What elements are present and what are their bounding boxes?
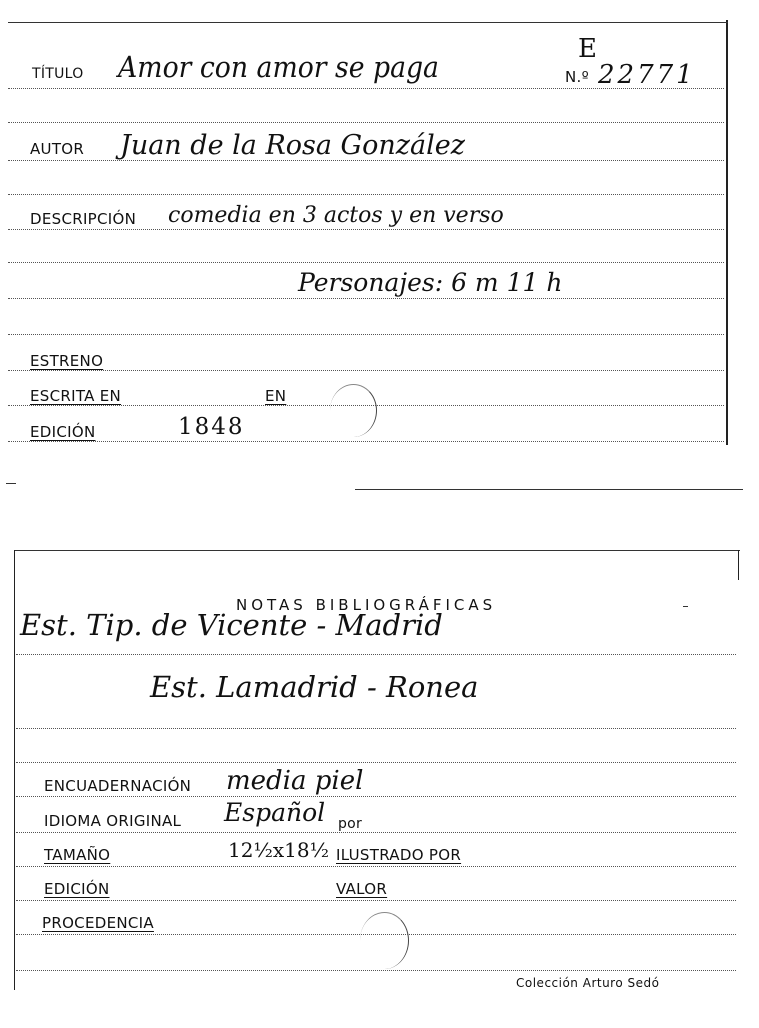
collection-footer: Colección Arturo Sedó	[516, 976, 660, 990]
note-line-2: Est. Lamadrid - Ronea	[150, 670, 479, 704]
catalog-card-bottom	[0, 540, 759, 1028]
autor-value: Juan de la Rosa González	[120, 130, 465, 161]
catalog-card-top	[0, 0, 759, 500]
autor-label: AUTOR	[30, 140, 85, 158]
number-value: 22771	[598, 60, 696, 90]
edicion-label-2: EDICIÓN	[44, 880, 110, 898]
en-label: EN	[265, 387, 287, 405]
descripcion-label: DESCRIPCIÓN	[30, 210, 137, 228]
perforation-circle-bottom	[360, 912, 409, 969]
valor-label: VALOR	[336, 880, 388, 898]
tamano-label: TAMAÑO	[44, 846, 111, 864]
encuadernacion-value: media piel	[226, 766, 364, 796]
idioma-label: IDIOMA ORIGINAL	[44, 812, 182, 830]
descripcion-value: comedia en 3 actos y en verso	[168, 203, 504, 228]
edicion-label: EDICIÓN	[30, 423, 96, 441]
card-top-border-2	[14, 550, 740, 551]
encuadernacion-label: ENCUADERNACIÓN	[44, 777, 192, 795]
number-label: N.º	[565, 68, 589, 86]
estreno-label: ESTRENO	[30, 352, 104, 370]
perforation-circle-top	[330, 384, 377, 437]
tamano-value: 12½x18½	[228, 838, 329, 862]
notas-heading: NOTAS BIBLIOGRÁFICAS	[236, 596, 497, 614]
personajes-value: Personajes: 6 m 11 h	[298, 268, 563, 297]
idioma-value: Español	[224, 798, 326, 827]
por-label: por	[338, 816, 363, 832]
card-top-border	[8, 22, 728, 23]
edicion-value: 1848	[178, 414, 245, 440]
note-line-1: Est. Tip. de Vicente - Madrid	[20, 608, 443, 642]
ilustrado-label: ILUSTRADO POR	[336, 846, 462, 864]
escrita-label: ESCRITA EN	[30, 387, 122, 405]
procedencia-label: PROCEDENCIA	[42, 914, 154, 932]
card-bottom-edge	[355, 489, 743, 490]
titulo-label: TÍTULO	[32, 66, 84, 82]
card-right-border	[726, 20, 728, 445]
titulo-value: Amor con amor se paga	[118, 50, 439, 84]
card-left-border	[14, 550, 15, 990]
number-prefix: E	[578, 34, 597, 64]
